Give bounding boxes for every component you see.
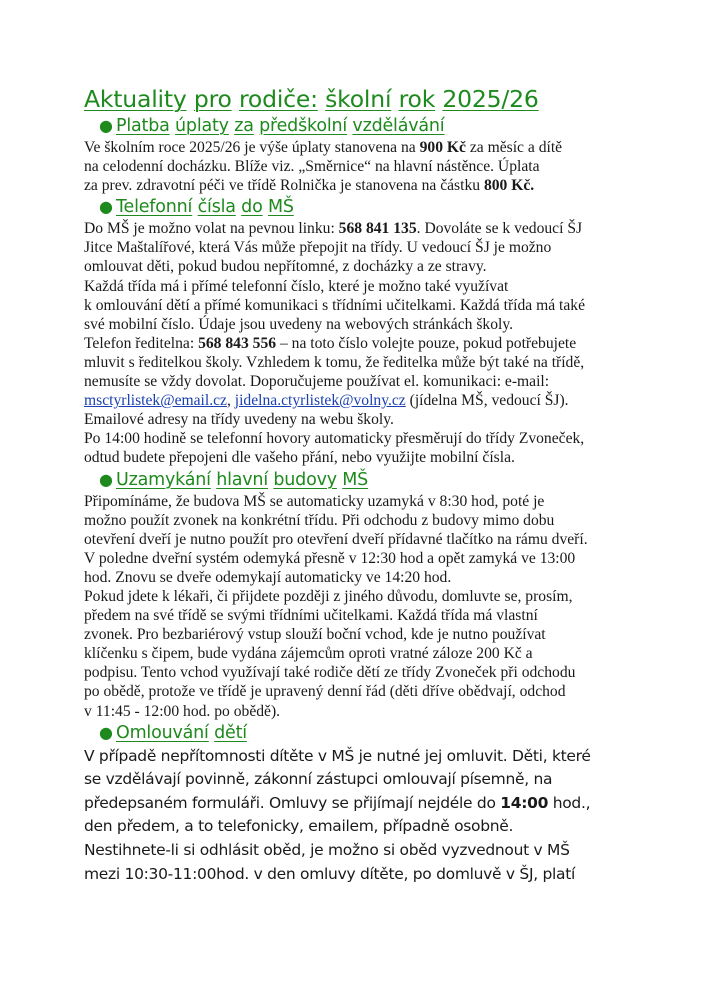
bullet-icon: ● [99, 116, 113, 135]
bullet-icon: ● [99, 722, 113, 742]
heading-word: Platba [116, 116, 170, 136]
fee-amount: 900 Kč [419, 139, 466, 156]
title-word: školní [325, 85, 392, 113]
email-link-school[interactable]: msctyrlistek@email.cz [84, 392, 227, 410]
text-run: Do MŠ je možno volat na pevnou linku: [84, 220, 339, 238]
heading-word: budovy [273, 469, 337, 490]
bullet-icon: ● [99, 197, 113, 217]
text-run: , [226, 392, 235, 410]
title-word: 2025/26 [442, 85, 539, 113]
page-title [84, 84, 644, 114]
heading-word: hlavní [216, 469, 268, 490]
heading-word: MŠ [342, 469, 369, 490]
text-run: Ve školním roce 2025/26 je výše úplaty stanovena na [84, 139, 420, 156]
section-heading-excusing [84, 721, 644, 745]
heading-word: dětí [214, 722, 247, 743]
heading-word: čísla [197, 197, 236, 218]
text-run: . Dovoláte se k vedoucí ŠJ Jitce Maštalířové, která Vás může přepojit na třídy. U vedoucí ŠJ je možno omlouvat děti, pokud budou nepřítomné, z docházky a ze stravy. Každá třída má i přímé telefonní číslo, které je možno také využívat k omlouvání dětí a přímé komunikaci s třídními učitelkami. Každá třída má také své mobilní číslo. Údaje jsou uvedeny na webových stránkách školy. Telefon ředitelna: [84, 220, 586, 352]
document-page [84, 84, 644, 886]
heading-word: vzdělávání [352, 116, 445, 136]
fees-paragraph [84, 138, 644, 195]
locking-paragraph: Připomínáme, že budova MŠ se automaticky uzamyká v 8:30 hod, poté je možno použít zvonek na konkrétní třídu. Při odchodu z budovy mimo dobu otevření dveří je nutno použít pro otevření dveří přídavné tlačítko na rámu dveří. V poledne dveřní systém odemyká přesně v 12:30 hod a opět zamyká ve 13:00 hod. Znovu se dveře odemykají automaticky ve 14:20 hod. Pokud jdete k lékaři, či přijdete později z jiného důvodu, domluvte se, prosím, předem na své třídě se svými třídními učitelkami. Každá třída má vlastní zvonek. Pro bezbariérový vstup slouží boční vchod, kde je nutno používat klíčenku s čipem, bude vydána zájemcům oproti vratné záloze 200 Kč a podpisu. Tento vchod využívají také rodiče dětí ze třídy Zvoneček při odchodu po obědě, protože ve třídě je upravený denní řád (děti dříve obědvají, odchod v 11:45 - 12:00 hod. po obědě). [84, 492, 588, 720]
excusing-paragraph [84, 745, 644, 887]
section-heading-locking [84, 468, 644, 492]
heading-word: Omlouvání [116, 722, 209, 743]
deadline-time: 14:00 [500, 793, 549, 812]
title-word: pro [193, 85, 232, 113]
heading-word: do [241, 197, 263, 218]
text-run: hod., den předem, a to telefonicky, emailem, případně osobně. Nestihnete-li si odhlásit oběd, je možno si oběd vyzvednout v MŠ mezi 10:30-11:00hod. v den omluvy dítěte, po domluvě v ŠJ, platí [84, 793, 591, 883]
office-number: 568 843 556 [198, 334, 277, 352]
email-link-canteen[interactable]: jidelna.ctyrlistek@volny.cz [234, 392, 406, 410]
heading-word: Telefonní [116, 197, 193, 218]
bullet-icon: ● [99, 469, 113, 489]
heading-word: úplaty [175, 116, 229, 136]
title-word: rodiče: [238, 85, 318, 113]
text-run: V případě nepřítomnosti dítěte v MŠ je nutné jej omluvit. Děti, které se vzdělávají povinně, zákonní zástupci omlouvají písemně, na předepsaném formuláři. Omluvy se přijímají nejdéle do [84, 746, 591, 812]
heading-word: za [234, 116, 254, 136]
section-heading-fees [84, 114, 644, 138]
heading-word: předškolní [259, 116, 348, 136]
phones-paragraph [84, 219, 644, 467]
text-run: za měsíc a dítě na celodenní docházku. Blíže viz. „Směrnice“ na hlavní nástěnce. Úplata za prev. zdravotní péči ve třídě Rolnička je stanovena na částku [84, 139, 563, 195]
landline-number: 568 841 135 [338, 220, 417, 238]
section-heading-phones [84, 195, 644, 219]
fee-amount-rolnicka: 800 Kč. [483, 177, 535, 195]
heading-word: MŠ [267, 197, 294, 218]
text-run: (jídelna MŠ, vedoucí ŠJ). Emailové adresy na třídy uvedeny na webu školy. Po 14:00 hodině se telefonní hovory automaticky přesměrují do třídy Zvoneček, odtud budete přepojeni dle vašeho přání, nebo využijte mobilní čísla. [84, 392, 585, 467]
heading-word: Uzamykání [116, 469, 211, 490]
title-word: rok [398, 85, 436, 113]
text-run: – na toto číslo volejte pouze, pokud potřebujete mluvit s ředitelkou školy. Vzhledem k tomu, že ředitelka může být také na třídě, nemusíte se vždy dovolat. Doporučujeme používat el. komunikaci: e-mail: [84, 334, 585, 391]
title-word: Aktuality [84, 85, 187, 113]
